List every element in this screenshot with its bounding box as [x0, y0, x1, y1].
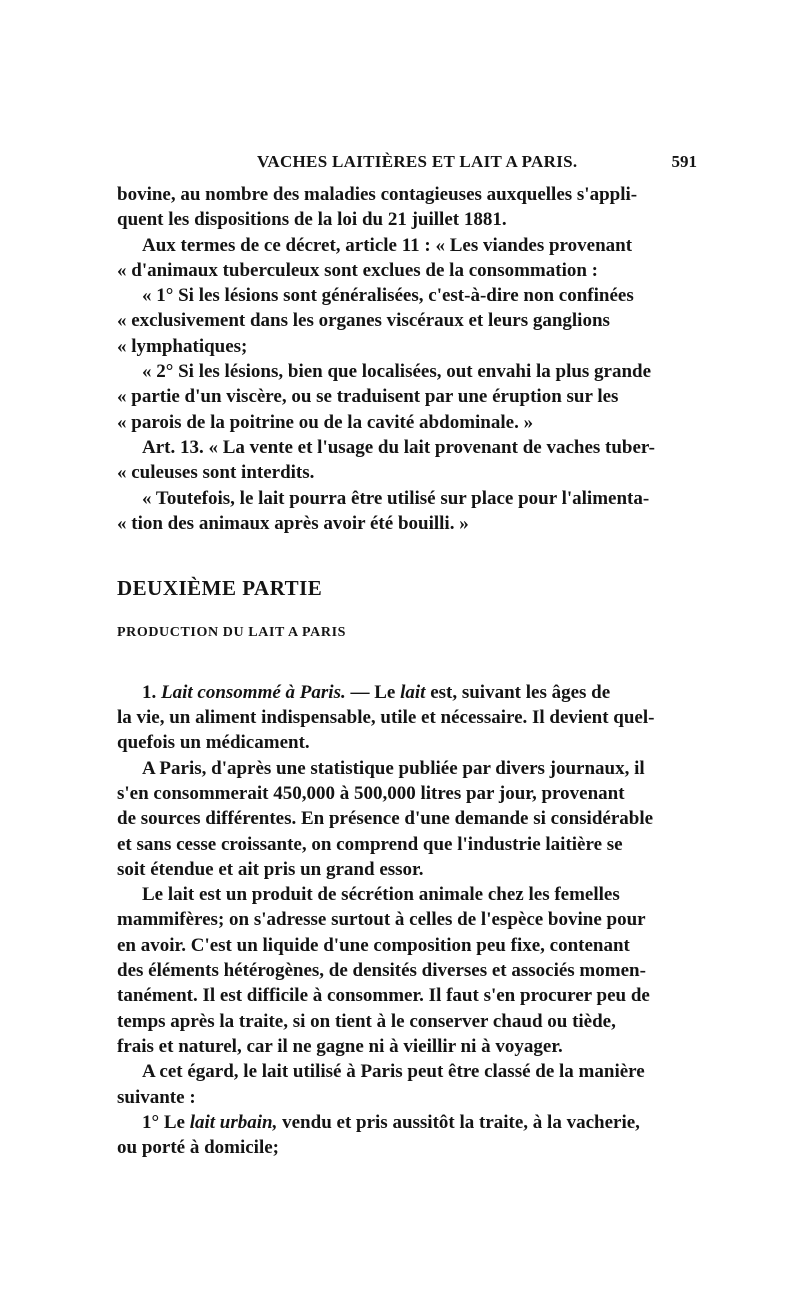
text-line: quefois un médicament.: [117, 732, 310, 754]
paragraph-quote-2: [117, 359, 697, 435]
paragraph-article-11: [117, 233, 697, 284]
text-line: s'en consommerait 450,000 à 500,000 litres par jour, provenant: [117, 782, 625, 804]
paragraph-quote-3: [117, 486, 697, 537]
text-line: ou porté à domicile;: [117, 1137, 280, 1159]
text-line: mammifères; on s'adresse surtout à celles de l'espèce bovine pour: [117, 909, 646, 931]
text-line: suivante :: [117, 1086, 196, 1108]
text-line: Art. 13. « La vente et l'usage du lait provenant de vaches tuber-: [142, 436, 655, 458]
italic-word: lait: [400, 681, 426, 703]
paragraph-milk-product: [117, 882, 697, 1059]
text-line: tanément. Il est difficile à consommer. Il faut s'en procurer peu de: [117, 985, 650, 1007]
text-line: « partie d'un viscère, ou se traduisent par une éruption sur les: [117, 386, 619, 408]
paragraph-article-13: [117, 435, 697, 486]
text-line: Aux termes de ce décret, article 11 : « Les viandes provenant: [142, 234, 633, 256]
running-title: VACHES LAITIÈRES ET LAIT A PARIS.: [257, 152, 578, 171]
paragraph-quote-1: [117, 283, 697, 359]
part-title: DEUXIÈME PARTIE: [117, 576, 323, 601]
text-line: frais et naturel, car il ne gagne ni à vieillir ni à voyager.: [117, 1035, 563, 1057]
text-line: temps après la traite, si on tient à le conserver chaud ou tiède,: [117, 1010, 616, 1032]
page-body: [117, 182, 697, 1160]
text-line: quent les dispositions de la loi du 21 juillet 1881.: [117, 209, 507, 231]
section-spacer: [117, 646, 697, 680]
text-run: 1° Le: [142, 1111, 190, 1133]
section-number: 1.: [142, 681, 157, 703]
text-line: « 2° Si les lésions, bien que localisées, out envahi la plus grande: [142, 361, 652, 383]
text-line: « 1° Si les lésions sont généralisées, c'est-à-dire non confinées: [142, 285, 634, 307]
running-header: [117, 152, 697, 176]
text-line: « exclusivement dans les organes viscéraux et leurs ganglions: [117, 310, 610, 332]
italic-term: lait urbain,: [189, 1111, 278, 1133]
text-line: « d'animaux tuberculeux sont exclues de la consommation :: [117, 259, 599, 281]
paragraph-statistics: [117, 756, 697, 882]
text-line: « Toutefois, le lait pourra être utilisé sur place pour l'alimenta-: [142, 487, 650, 509]
text-line: « culeuses sont interdits.: [117, 462, 315, 484]
text-line: des éléments hétérogènes, de densités diverses et associés momen-: [117, 960, 646, 982]
text-line: « lymphatiques;: [117, 335, 248, 357]
text-line: « parois de la poitrine ou de la cavité abdominale. »: [117, 411, 534, 433]
page-number: 591: [671, 152, 697, 171]
paragraph-urban-milk: [117, 1110, 697, 1161]
text-run: vendu et pris aussitôt la traite, à la vacherie,: [277, 1111, 640, 1133]
text-line: A Paris, d'après une statistique publiée par divers journaux, il: [142, 757, 645, 779]
paragraph-classification: [117, 1059, 697, 1110]
paragraph-decree-intro: [117, 182, 697, 233]
text-line: soit étendue et ait pris un grand essor.: [117, 858, 424, 880]
text-line: Le lait est un produit de sécrétion animale chez les femelles: [142, 884, 620, 906]
text-line: en avoir. C'est un liquide d'une composition peu fixe, contenant: [117, 934, 630, 956]
text-line: et sans cesse croissante, on comprend que l'industrie laitière se: [117, 833, 623, 855]
text-line: « tion des animaux après avoir été bouilli. »: [117, 512, 469, 534]
text-line: A cet égard, le lait utilisé à Paris peut être classé de la manière: [142, 1061, 645, 1083]
text-line: la vie, un aliment indispensable, utile et nécessaire. Il devient quel-: [117, 707, 655, 729]
section-title: PRODUCTION DU LAIT A PARIS: [117, 625, 347, 641]
text-line: bovine, au nombre des maladies contagieuses auxquelles s'appli-: [117, 184, 638, 205]
text-run: — Le: [345, 681, 401, 703]
text-line: de sources différentes. En présence d'une demande si considérable: [117, 808, 654, 830]
text-run: est, suivant les âges de: [425, 681, 611, 703]
section-heading: Lait consommé à Paris.: [161, 681, 346, 703]
paragraph-milk-consumed: [117, 680, 697, 756]
